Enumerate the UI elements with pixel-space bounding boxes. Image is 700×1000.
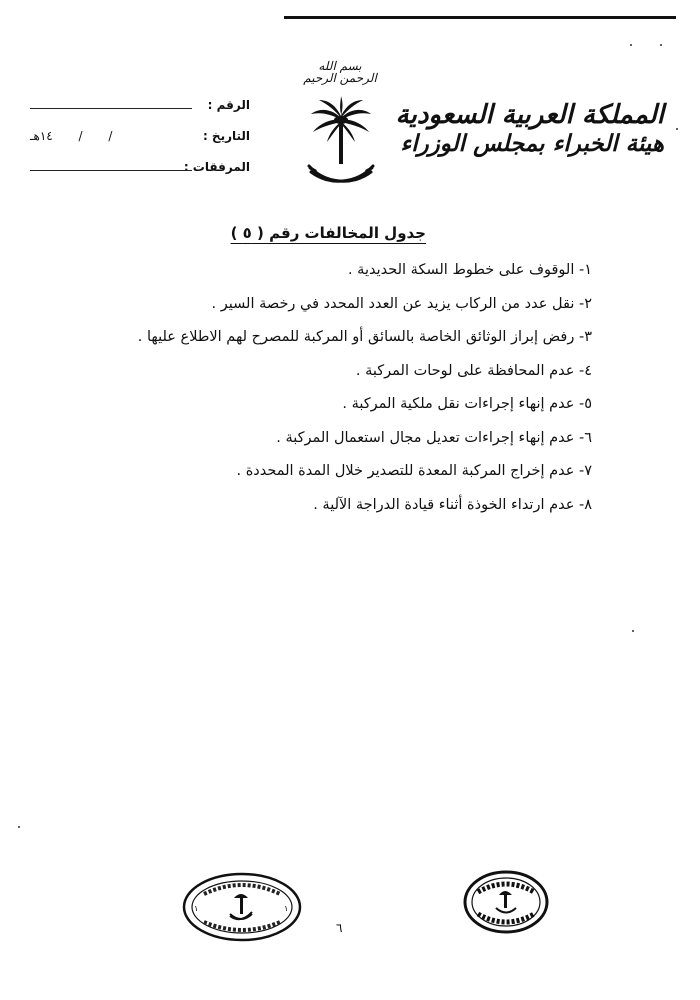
page-number: ٦: [336, 921, 343, 935]
top-rule: [284, 16, 676, 19]
palm-and-crossed-swords-icon: [305, 96, 377, 196]
svg-text:١: ١: [194, 904, 199, 913]
list-item: ٦- عدم إنهاء إجراءات تعديل مجال استعمال المركبة .: [276, 429, 592, 446]
list-item: ٢- نقل عدد من الركاب يزيد عن العدد المحدد في رخصة السير .: [211, 295, 592, 312]
list-item: ٨- عدم ارتداء الخوذة أثناء قيادة الدراجة الآلية .: [313, 496, 592, 513]
date-value: / / ١٤هـ: [30, 129, 113, 143]
scan-speck: [660, 44, 662, 46]
attachments-field: [30, 160, 250, 191]
scan-speck: [630, 44, 632, 46]
list-item: ٧- عدم إخراج المركبة المعدة للتصدير خلال المدة المحددة .: [236, 463, 592, 479]
list-item: ١- الوقوف على خطوط السكة الحديدية .: [347, 262, 592, 278]
list-item: ٥- عدم إنهاء إجراءات نقل ملكية المركبة .: [342, 396, 592, 412]
scan-speck: [676, 128, 678, 130]
attachments-line: [30, 170, 192, 171]
date-label: التاريخ :: [202, 129, 250, 143]
official-seal-right: [462, 868, 550, 936]
list-item: ٣- رفض إبراز الوثائق الخاصة بالسائق أو المركبة للمصرح لهم الاطلاع عليها .: [137, 329, 592, 345]
document-title: جدول المخالفات رقم ( ٥ ): [230, 224, 426, 242]
letter-meta-fields: [30, 98, 250, 191]
country-name: المملكة العربية السعودية: [395, 100, 664, 130]
reference-label: الرقم :: [207, 98, 250, 112]
scan-speck: [632, 630, 634, 632]
official-seal-left: [180, 870, 304, 944]
agency-name: هيئة الخبراء بمجلس الوزراء: [400, 130, 664, 157]
basmala: بسم الله الرحمن الرحيم: [303, 59, 377, 85]
violations-list: [32, 256, 592, 524]
date-field: [30, 129, 250, 160]
organization-header: [394, 100, 664, 158]
reference-line: [30, 108, 192, 109]
svg-text:١: ١: [284, 904, 289, 913]
reference-field: [30, 98, 250, 129]
attachments-label: المرفقات :: [183, 160, 250, 174]
scan-speck: [18, 826, 20, 828]
list-item: ٤- عدم المحافظة على لوحات المركبة .: [355, 362, 592, 379]
